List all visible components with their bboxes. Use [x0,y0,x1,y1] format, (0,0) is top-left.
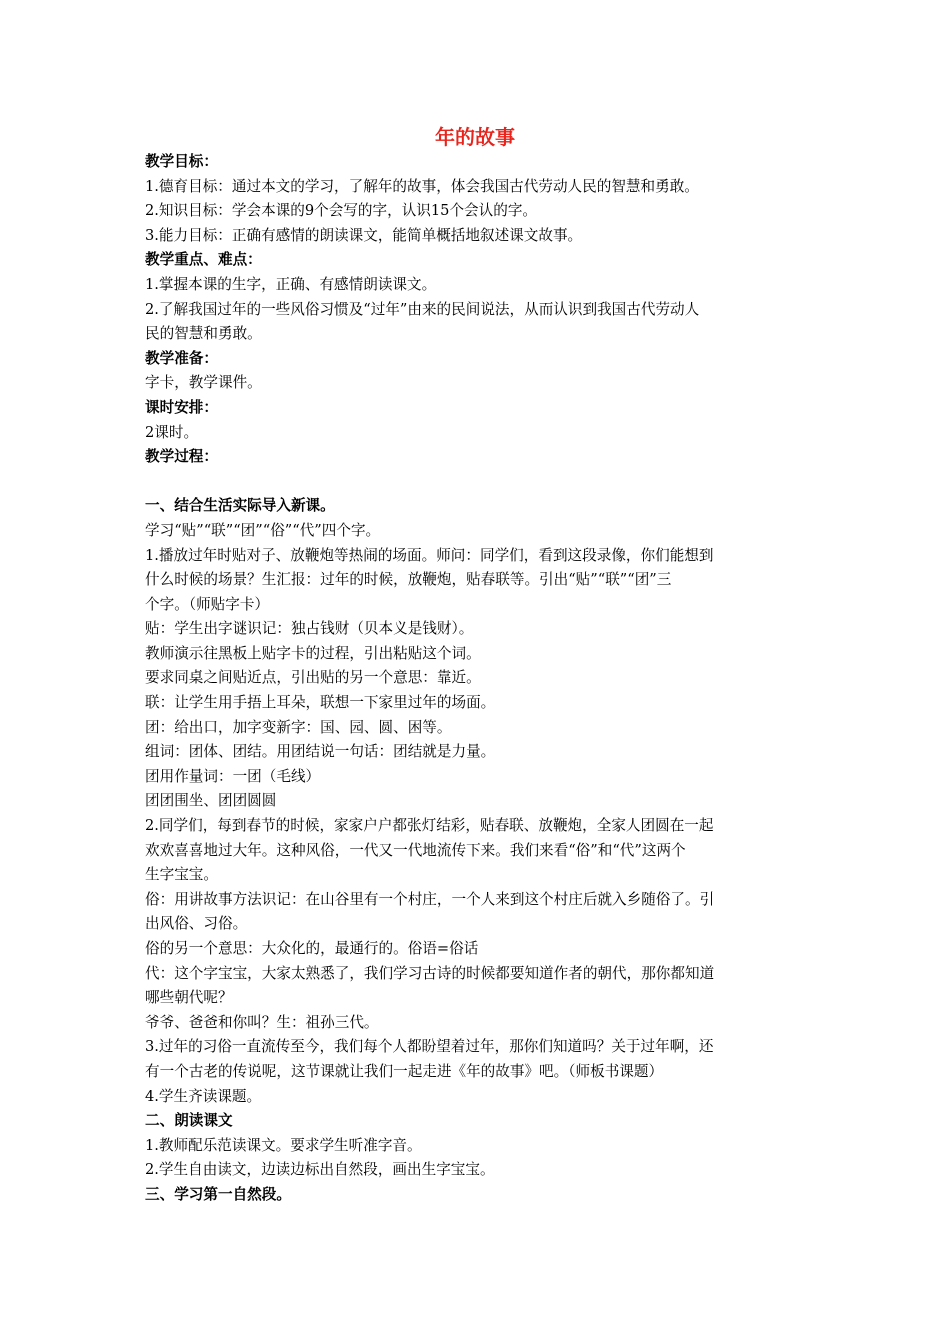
part1-line: 有一个古老的传说呢，这节课就让我们一起走进《年的故事》吧。（师板书课题） [145,1062,664,1080]
document-title: 年的故事 [435,125,515,149]
schedule-heading: 课时安排： [145,398,218,416]
part2-heading: 二、朗读课文 [145,1112,233,1130]
goal-line: 2.知识目标：学会本课的9个会写的字，认识15个会认的字。 [145,202,538,220]
key-point-line: 1.掌握本课的生字，正确、有感情朗读课文。 [145,275,437,293]
part1-line: 出风俗、习俗。 [145,915,248,933]
part1-line: 哪些朝代呢？ [145,989,233,1007]
part1-line: 个字。（师贴字卡） [145,595,270,613]
part1-line: 学习“贴”“联”“团”“俗”“代”四个字。 [145,521,381,539]
goal-line: 3.能力目标：正确有感情的朗读课文，能简单概括地叙述课文故事。 [145,226,583,244]
part1-line: 俗的另一个意思：大众化的，最通行的。俗语=俗话 [145,940,479,957]
key-points-heading: 教学重点、难点： [145,251,262,269]
key-point-line: 民的智慧和勇敢。 [145,325,262,343]
part1-line: 联：让学生用手捂上耳朵，联想一下家里过年的场面。 [145,694,496,712]
part1-line: 2.同学们，每到春节的时候，家家户户都张灯结彩，贴春联、放鞭炮，全家人团圆在一起 [145,817,714,835]
process-heading: 教学过程： [145,448,218,466]
part1-line: 要求同桌之间贴近点，引出贴的另一个意思：靠近。 [145,669,481,687]
part3-heading: 三、学习第一自然段。 [145,1185,291,1203]
key-point-line: 2.了解我国过年的一些风俗习惯及“过年”由来的民间说法，从而认识到我国古代劳动人 [145,300,700,318]
part1-line: 教师演示往黑板上贴字卡的过程，引出粘贴这个词。 [145,644,481,662]
blank-line [145,470,810,495]
preparation-text: 字卡，教学课件。 [145,374,262,392]
part1-line: 组词：团体、团结。用团结说一句话：团结就是力量。 [145,743,496,761]
part1-line: 代：这个字宝宝，大家太熟悉了，我们学习古诗的时候都要知道作者的朝代，那你都知道 [145,964,715,982]
document-body [145,150,810,1208]
part1-line: 生字宝宝。 [145,866,218,884]
part1-line: 团团围坐、团团圆圆 [145,792,277,810]
goal-line: 1.德育目标：通过本文的学习，了解年的故事，体会我国古代劳动人民的智慧和勇敢。 [145,177,699,195]
part2-line: 2.学生自由读文，边读边标出自然段，画出生字宝宝。 [145,1161,495,1179]
part1-line: 3.过年的习俗一直流传至今，我们每个人都盼望着过年，那你们知道吗？关于过年啊，还 [145,1038,714,1056]
part1-line: 1.播放过年时贴对子、放鞭炮等热闹的场面。师问：同学们，看到这段录像，你们能想到 [145,546,714,564]
part1-line: 贴：学生出字谜识记：独占钱财（贝本义是钱财）。 [145,620,474,638]
part1-line: 团：给出口，加字变新字：国、园、圆、困等。 [145,718,452,736]
goals-heading: 教学目标： [145,153,218,170]
schedule-text: 2课时。 [145,423,199,441]
part1-line: 团用作量词：一团（毛线） [145,767,321,785]
part1-line: 什么时候的场景？生汇报：过年的时候，放鞭炮，贴春联等。引出“贴”“联”“团”三 [145,571,672,589]
part1-heading: 一、结合生活实际导入新课。 [145,497,335,515]
part2-line: 1.教师配乐范读课文。要求学生听准字音。 [145,1136,422,1154]
preparation-heading: 教学准备： [145,349,218,367]
part1-line: 欢欢喜喜地过大年。这种风俗，一代又一代地流传下来。我们来看“俗”和“代”这两个 [145,841,686,859]
part1-line: 4.学生齐读课题。 [145,1087,262,1105]
part1-line: 俗：用讲故事方法识记：在山谷里有一个村庄，一个人来到这个村庄后就入乡随俗了。引 [145,890,715,908]
part1-line: 爷爷、爸爸和你叫？生：祖孙三代。 [145,1013,379,1031]
